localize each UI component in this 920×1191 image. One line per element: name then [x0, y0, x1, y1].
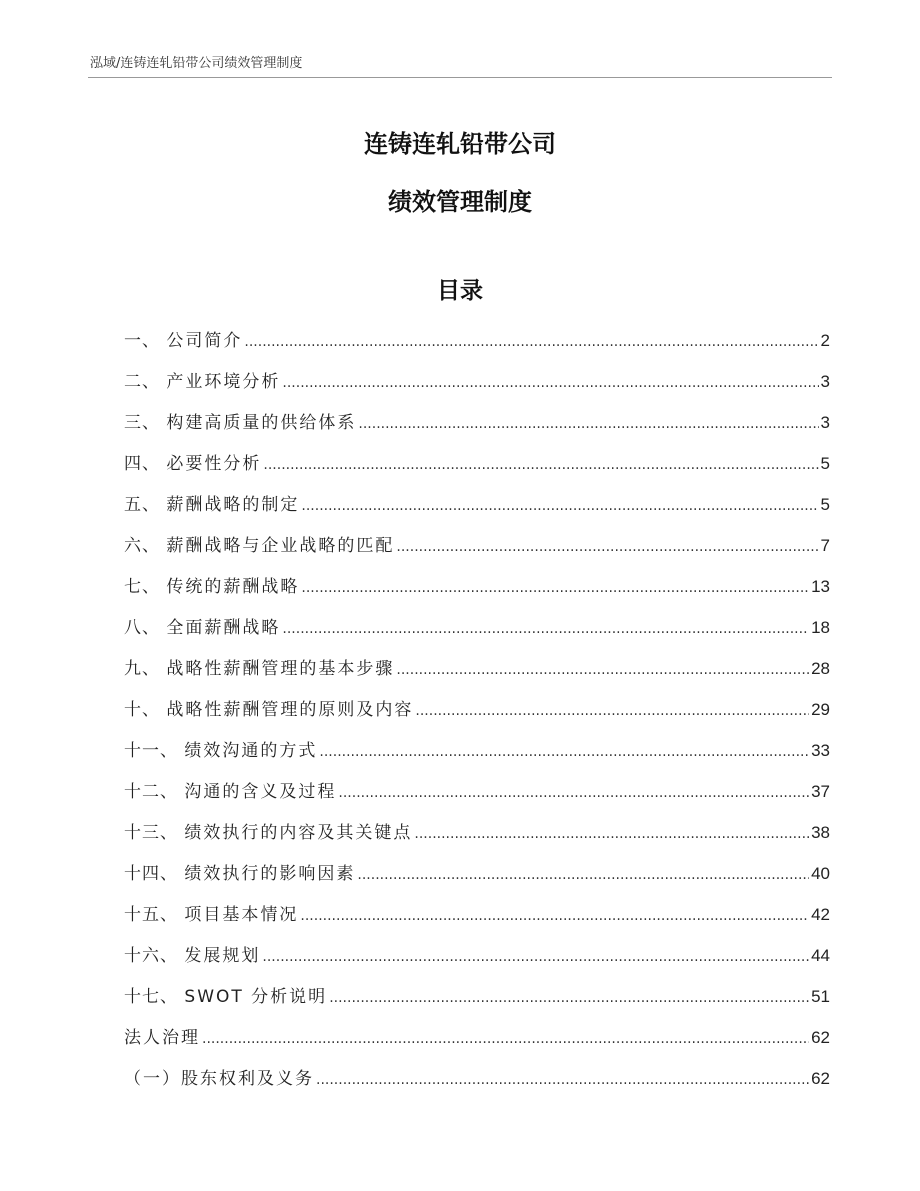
toc-entry-page: 62: [811, 1069, 830, 1088]
toc-leader-dots: [358, 404, 818, 445]
toc-leader-dots: [338, 773, 809, 814]
toc-entry-number: 一、: [124, 331, 167, 351]
toc-leader-dots: [316, 1060, 809, 1101]
toc-entry-page: 13: [811, 577, 830, 596]
toc-leader-dots: [396, 650, 809, 691]
toc-entry-page: 42: [811, 905, 830, 924]
toc-entry-title: 薪酬战略与企业战略的匹配: [166, 536, 395, 556]
toc-entry-page: 33: [811, 741, 830, 760]
toc-entry-number: 十一、: [124, 741, 185, 761]
toc-entry-page: 18: [811, 618, 830, 637]
toc-entry[interactable]: [124, 607, 830, 648]
toc-entry[interactable]: [124, 1058, 830, 1099]
toc-entry-title: 绩效执行的影响因素: [184, 864, 356, 884]
toc-entry-title: 全面薪酬战略: [166, 618, 281, 638]
toc-leader-dots: [244, 322, 818, 363]
table-of-contents: [124, 320, 830, 1099]
toc-entry-number: 六、: [124, 536, 167, 556]
toc-leader-dots: [282, 609, 809, 650]
toc-entry[interactable]: [124, 894, 830, 935]
toc-entry-title: 发展规划: [184, 946, 261, 966]
toc-leader-dots: [301, 568, 809, 609]
toc-entry-page: 51: [811, 987, 830, 1006]
toc-entry[interactable]: [124, 320, 830, 361]
toc-entry-page: 38: [811, 823, 830, 842]
toc-leader-dots: [300, 896, 809, 937]
toc-entry[interactable]: [124, 525, 830, 566]
toc-entry-title: 必要性分析: [166, 454, 262, 474]
toc-entry[interactable]: [124, 648, 830, 689]
toc-entry-number: 八、: [124, 618, 167, 638]
toc-entry-title: 绩效沟通的方式: [184, 741, 318, 761]
toc-entry-page: 40: [811, 864, 830, 883]
toc-entry-number: 七、: [124, 577, 167, 597]
document-title: 连铸连轧铅带公司: [364, 130, 556, 158]
header-divider: [88, 77, 832, 78]
toc-heading: 目录: [437, 278, 483, 304]
toc-entry-page: 2: [820, 331, 830, 350]
toc-leader-dots: [262, 937, 809, 978]
toc-entry-title: 战略性薪酬管理的基本步骤: [166, 659, 395, 679]
toc-leader-dots: [319, 732, 809, 773]
toc-entry-title: 战略性薪酬管理的原则及内容: [166, 700, 414, 720]
toc-entry[interactable]: [124, 730, 830, 771]
toc-entry[interactable]: [124, 1017, 830, 1058]
toc-entry-page: 3: [820, 413, 830, 432]
toc-entry-page: 29: [811, 700, 830, 719]
toc-entry-number: 十六、: [124, 946, 185, 966]
toc-entry[interactable]: [124, 566, 830, 607]
toc-entry[interactable]: [124, 443, 830, 484]
toc-entry-number: 十五、: [124, 905, 185, 925]
toc-entry-title: 法人治理: [124, 1028, 200, 1048]
toc-entry-number: 三、: [124, 413, 167, 433]
toc-entry[interactable]: [124, 976, 830, 1017]
toc-entry[interactable]: [124, 689, 830, 730]
running-header: 泓域/连铸连轧铅带公司绩效管理制度: [90, 56, 303, 71]
toc-entry-page: 5: [820, 495, 830, 514]
toc-entry-title: 沟通的含义及过程: [184, 782, 337, 802]
toc-entry-number: 四、: [124, 454, 167, 474]
toc-entry-number: 五、: [124, 495, 167, 515]
toc-entry-page: 5: [820, 454, 830, 473]
toc-leader-dots: [396, 527, 818, 568]
toc-entry-page: 3: [820, 372, 830, 391]
toc-leader-dots: [282, 363, 818, 404]
toc-entry-title: 公司简介: [166, 331, 243, 351]
toc-leader-dots: [415, 691, 809, 732]
toc-entry-number: 十七、: [124, 987, 185, 1007]
toc-entry-page: 44: [811, 946, 830, 965]
toc-entry-title: 产业环境分析: [166, 372, 281, 392]
toc-entry-title: 项目基本情况: [184, 905, 299, 925]
toc-entry-title: 构建高质量的供给体系: [166, 413, 357, 433]
toc-entry-number: 十四、: [124, 864, 185, 884]
toc-leader-dots: [301, 486, 818, 527]
toc-entry[interactable]: [124, 484, 830, 525]
toc-entry[interactable]: [124, 935, 830, 976]
toc-entry-title: SWOT 分析说明: [184, 987, 328, 1007]
toc-entry-title: 薪酬战略的制定: [166, 495, 300, 515]
toc-entry[interactable]: [124, 361, 830, 402]
toc-entry-number: 二、: [124, 372, 167, 392]
toc-entry-number: 十二、: [124, 782, 185, 802]
toc-leader-dots: [202, 1019, 809, 1060]
toc-leader-dots: [357, 855, 809, 896]
toc-entry-number: 十三、: [124, 823, 185, 843]
toc-entry-page: 28: [811, 659, 830, 678]
toc-leader-dots: [329, 978, 809, 1019]
toc-entry[interactable]: [124, 853, 830, 894]
toc-entry[interactable]: [124, 771, 830, 812]
toc-entry-page: 37: [811, 782, 830, 801]
toc-entry-title: 传统的薪酬战略: [166, 577, 300, 597]
toc-entry-page: 62: [811, 1028, 830, 1047]
toc-entry[interactable]: [124, 812, 830, 853]
toc-entry-number: 十、: [124, 700, 167, 720]
toc-entry[interactable]: [124, 402, 830, 443]
toc-entry-title: （一）股东权利及义务: [124, 1069, 314, 1089]
toc-leader-dots: [414, 814, 809, 855]
toc-entry-number: 九、: [124, 659, 167, 679]
document-subtitle: 绩效管理制度: [388, 188, 532, 216]
toc-entry-title: 绩效执行的内容及其关键点: [184, 823, 413, 843]
toc-leader-dots: [263, 445, 818, 486]
toc-entry-page: 7: [820, 536, 830, 555]
